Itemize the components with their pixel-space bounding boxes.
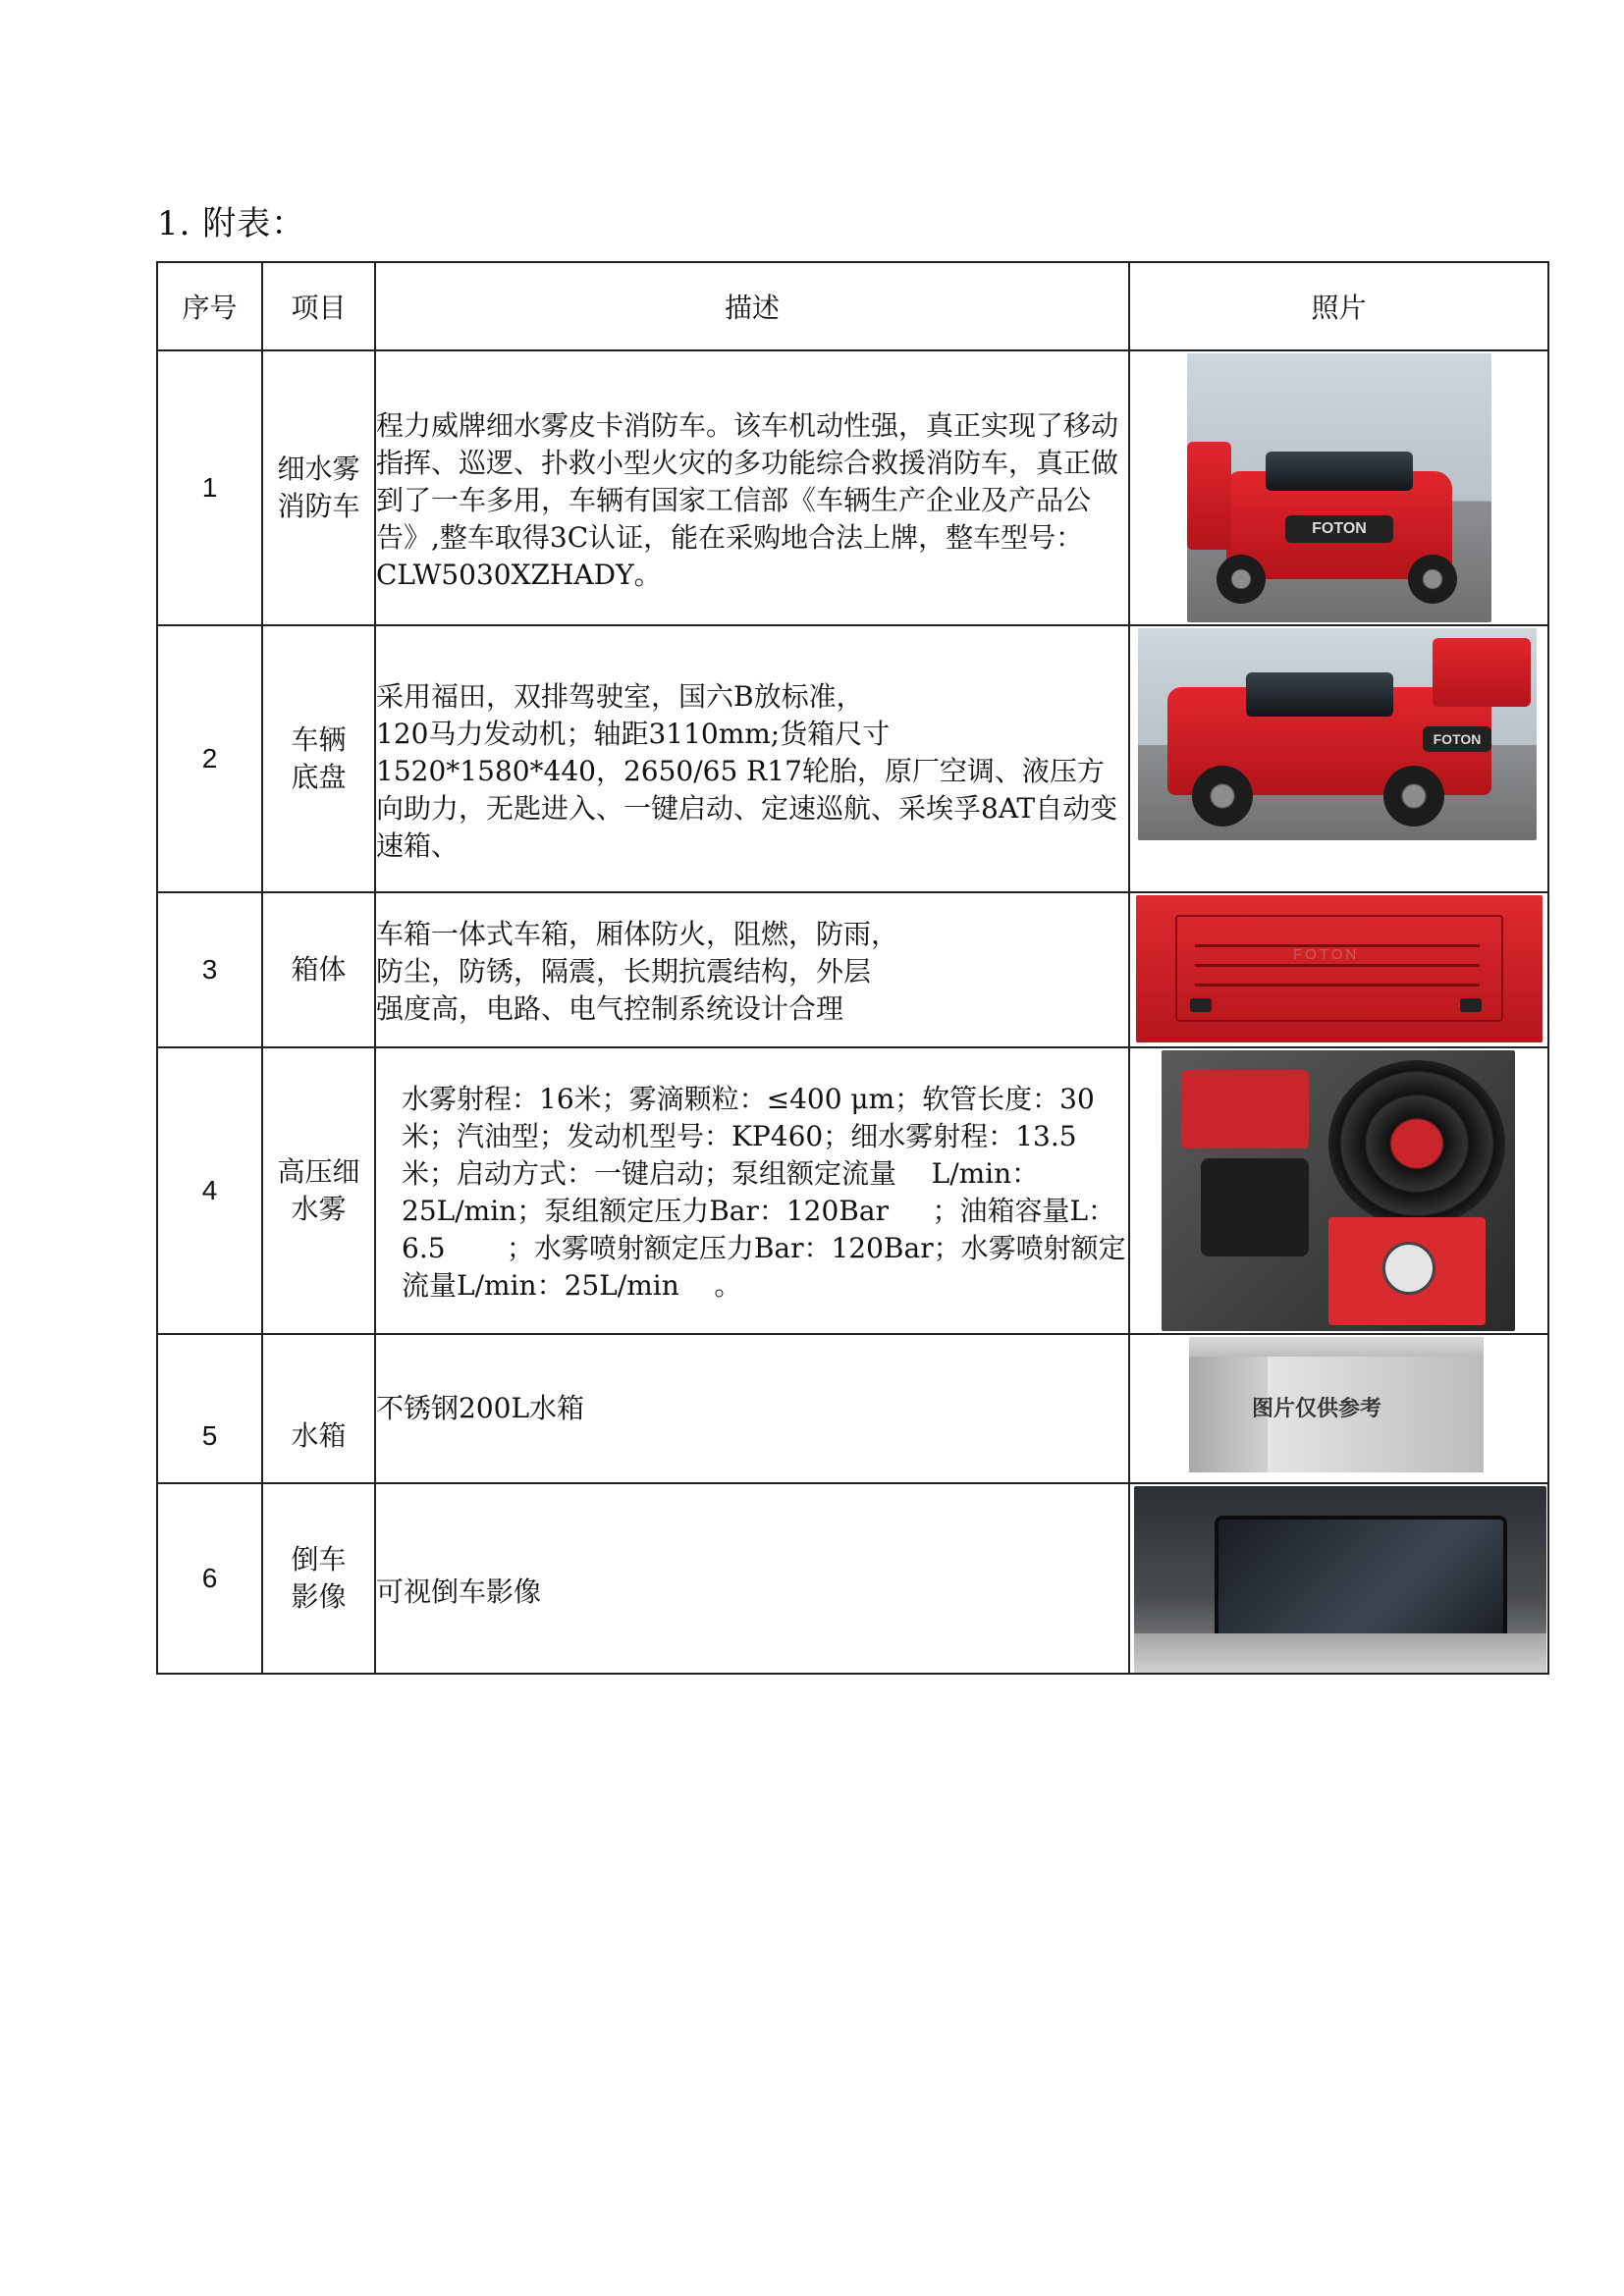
row-desc: 可视倒车影像 [375,1483,1129,1674]
row-photo [1129,1483,1548,1674]
row-desc: 程力威牌细水雾皮卡消防车。该车机动性强，真正实现了移动指挥、巡逻、扑救小型火灾的多功能综合救援消防车，真正做到了一车多用，车辆有国家工信部《车辆生产企业及产品公告》,整车取得3C认证，能在采购地合法上牌，整车型号：CLW5030XZHADY。 [375,350,1129,625]
cargo-box-photo: FOTON [1136,895,1543,1042]
row-item: 细水雾 消防车 [262,350,375,625]
row-desc: 水雾射程：16米；雾滴颗粒：≤400 μm；软管长度：30米；汽油型；发动机型号：KP460；细水雾射程：13.5米；启动方式：一键启动；泵组额定流量 L/min：25L/min；泵组额定压力Bar：120Bar ；油箱容量L：6.5 ；水雾喷射额定压力Bar：120Bar；水雾喷射额定流量L/min：25L/min 。 [375,1047,1129,1334]
row-photo [1129,625,1548,892]
table-row [157,1483,1548,1674]
pickup-truck-side-photo: FOTON [1138,628,1537,840]
row-item: 车辆 底盘 [262,625,375,892]
row-seq: 3 [157,892,262,1047]
row-photo [1129,350,1548,625]
row-desc: 不锈钢200L水箱 [375,1334,1129,1483]
row-seq: 1 [157,350,262,625]
row-photo [1129,1334,1548,1483]
header-desc: 描述 [375,262,1129,350]
row-item: 倒车 影像 [262,1483,375,1674]
row-item: 高压细 水雾 [262,1047,375,1334]
row-item: 箱体 [262,892,375,1047]
row-photo [1129,892,1548,1047]
mist-pump-unit-photo [1162,1050,1515,1331]
table-row [157,1334,1548,1483]
row-seq: 5 [157,1334,262,1483]
row-item: 水箱 [262,1334,375,1483]
table-row [157,1047,1548,1334]
table-row [157,892,1548,1047]
pickup-truck-photo: FOTON [1187,353,1491,622]
header-photo: 照片 [1129,262,1548,350]
appendix-table [156,261,1549,1675]
header-item: 项目 [262,262,375,350]
reversing-camera-screen-photo [1134,1486,1546,1673]
row-seq: 4 [157,1047,262,1334]
row-photo [1129,1047,1548,1334]
appendix-heading: 1. 附表： [157,204,306,243]
row-seq: 2 [157,625,262,892]
table-header-row [157,262,1548,350]
table-row [157,350,1548,625]
row-seq: 6 [157,1483,262,1674]
header-seq: 序号 [157,262,262,350]
row-desc: 车箱一体式车箱，厢体防火，阻燃，防雨， 防尘，防锈，隔震，长期抗震结构，外层 强度高，电路、电气控制系统设计合理 [375,892,1129,1047]
row-desc: 采用福田，双排驾驶室，国六B放标准， 120马力发动机；轴距3110mm;货箱尺寸 1520*1580*440，2650/65 R17轮胎，原厂空调、液压方向助力，无匙进入、一键启动、定速巡航、采埃孚8AT自动变速箱、 [375,625,1129,892]
water-tank-photo: 图片仅供参考 [1158,1335,1521,1482]
table-row [157,625,1548,892]
